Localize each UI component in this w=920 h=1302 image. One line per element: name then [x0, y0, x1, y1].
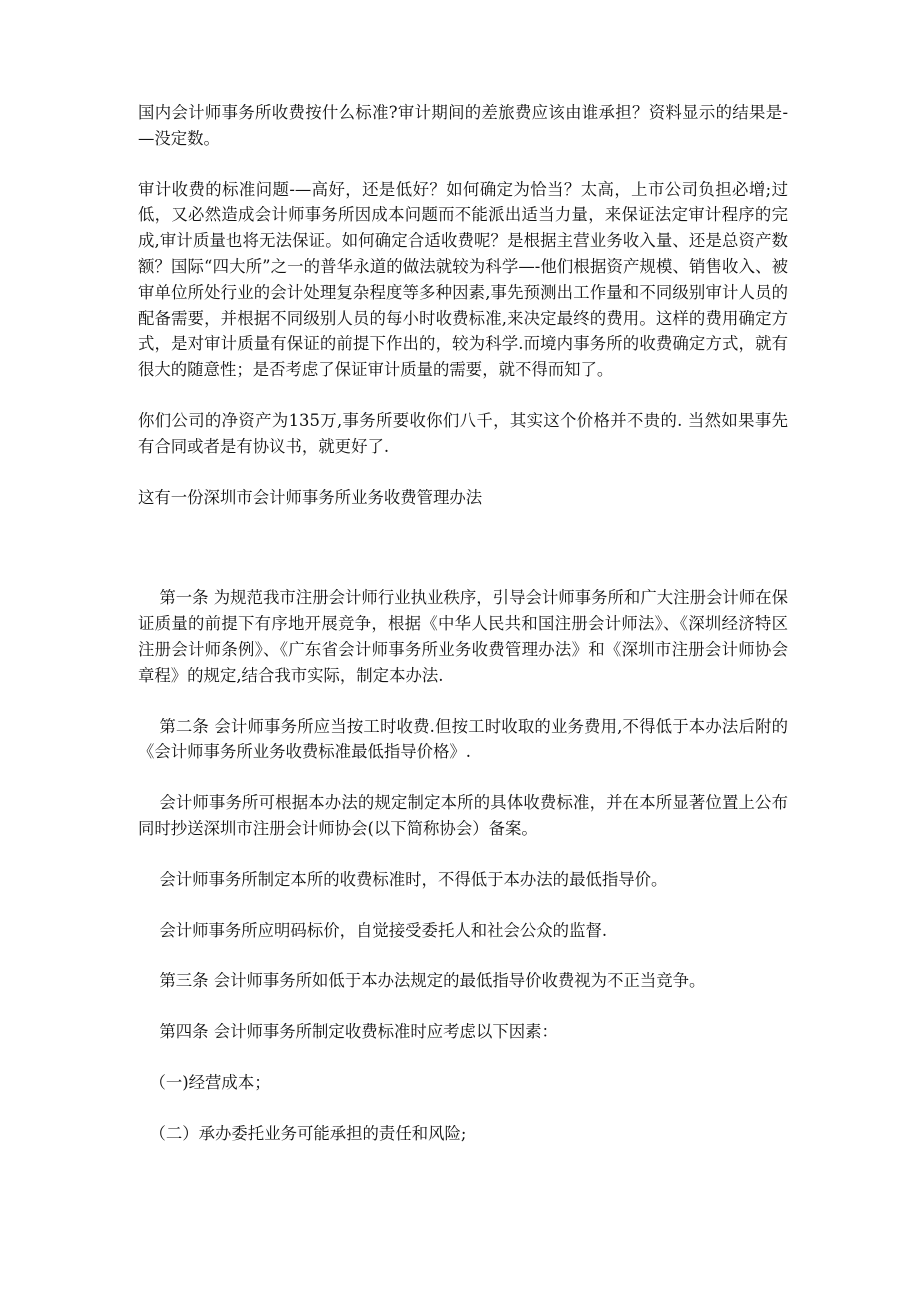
article-2-clause-b: 会计师事务所制定本所的收费标准时，不得低于本办法的最低指导价。 — [159, 869, 668, 889]
article-4-item-1: （一)经营成本； — [149, 1072, 271, 1092]
regulation-intro-paragraph: 这有一份深圳市会计师事务所业务收费管理办法 — [138, 487, 483, 507]
article-1: 第一条 为规范我市注册会计师行业执业秩序，引导会计师事务所和广大注册会计师在保证质量的前提下有序地开展竞争，根据《中华人民共和国注册会计师法》、《深圳经济特区注册会计师条例》、《广东省会计师事务所业务收费管理办法》和《深圳市注册会计师协会章程》的规定,结合我市实际，制定本办法. — [138, 588, 788, 685]
article-2-clause-a: 会计师事务所可根据本办法的规定制定本所的具体收费标准，并在本所显著位置上公布同时抄送深圳市注册会计师协会(以下简称协会）备案。 — [138, 793, 788, 838]
article-3: 第三条 会计师事务所如低于本办法规定的最低指导价收费视为不正当竞争。 — [159, 971, 706, 991]
article-2-clause-c: 会计师事务所应明码标价，自觉接受委托人和社会公众的监督. — [159, 920, 608, 940]
article-4-item-2: （二）承办委托业务可能承担的责任和风险; — [149, 1123, 467, 1143]
article-2: 第二条 会计师事务所应当按工时收费.但按工时收取的业务费用,不得低于本办法后附的《会计师事务所业务收费标准最低指导价格》. — [138, 716, 788, 762]
section-spacer — [138, 535, 788, 585]
intro-paragraph: 国内会计师事务所收费按什么标准?审计期间的差旅费应该由谁承担？资料显示的结果是-—没定数。 — [138, 103, 788, 148]
article-4: 第四条 会计师事务所制定收费标准时应考虑以下因素： — [159, 1022, 558, 1042]
fee-standard-paragraph: 审计收费的标准问题-—高好，还是低好？如何确定为恰当？太高，上市公司负担必增;过低，又必然造成会计师事务所因成本问题而不能派出适当力量，来保证法定审计程序的完成,审计质量也将无法保证。如何确定合适收费呢？是根据主营业务收入量、还是总资产数额？国际“四大所”之一的普华永道的做法就较为科学—-他们根据资产规模、销售收入、被审单位所处行业的会计处理复杂程度等多种因素,事先预测出工作量和不同级别审计人员的配备需要，并根据不同级别人员的每小时收费标准,来决定最终的费用。这样的费用确定方式，是对审计质量有保证的前提下作出的，较为科学.而境内事务所的收费确定方式，就有很大的随意性；是否考虑了保证审计质量的需要，就不得而知了。 — [138, 179, 788, 380]
net-assets-paragraph: 你们公司的净资产为135万,事务所要收你们八千，其实这个价格并不贵的. 当然如果事先有合同或者是有协议书，就更好了. — [138, 410, 788, 456]
document-body — [138, 100, 788, 1172]
